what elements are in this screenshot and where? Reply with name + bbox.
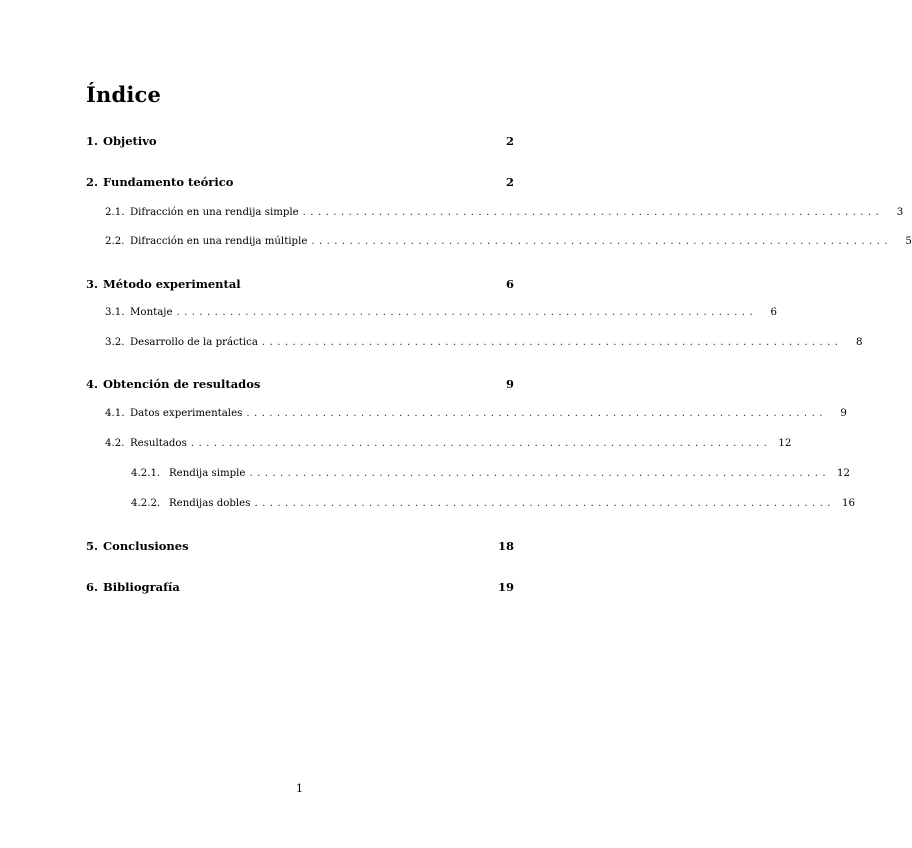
toc-entry-label: Fundamento teórico — [103, 175, 234, 189]
toc-entry-number: 2. — [86, 175, 99, 189]
toc-entry-rendija-simple-difraccion[interactable] — [105, 206, 904, 220]
toc-entry-metodo-experimental[interactable] — [86, 277, 514, 291]
toc-entry-label: Difracción en una rendija simple — [130, 207, 299, 218]
page-title: Índice — [86, 82, 162, 107]
toc-entry-number: 4. — [86, 377, 99, 391]
toc-entry-desarrollo-practica[interactable] — [105, 336, 863, 350]
toc-entry-label: Desarrollo de la práctica — [130, 337, 258, 348]
toc-entry-label: Montaje — [130, 307, 173, 318]
toc-leader-dots: ............................................................................ — [311, 236, 892, 247]
toc-entry-page: 18 — [497, 539, 514, 553]
toc-entry-number: 4.2. — [105, 438, 125, 449]
toc-leader-dots: ............................................................................ — [176, 307, 757, 318]
toc-entry-rendija-simple[interactable] — [131, 467, 850, 481]
toc-entry-label: Resultados — [130, 438, 187, 449]
toc-entry-page: 2 — [505, 175, 514, 189]
toc-entry-number: 4.1. — [105, 408, 125, 419]
toc-leader-dots: ............................................................................ — [190, 438, 772, 449]
toc-entry-page: 16 — [841, 498, 855, 509]
toc-entry-conclusiones[interactable] — [86, 539, 514, 553]
toc-entry-number: 4.2.1. — [131, 468, 161, 479]
toc-entry-page: 9 — [840, 408, 847, 419]
toc-entry-number: 2.2. — [105, 236, 125, 247]
toc-entry-page: 12 — [778, 438, 792, 449]
toc-entry-label: Difracción en una rendija múltiple — [130, 236, 308, 247]
toc-entry-datos-experimentales[interactable] — [105, 407, 847, 421]
toc-entry-bibliografia[interactable] — [86, 580, 514, 594]
toc-leader-dots: ............................................................................ — [261, 337, 843, 348]
toc-leader-dots: ............................................................................ — [246, 408, 827, 419]
toc-entry-obtencion-resultados[interactable] — [86, 377, 514, 391]
toc-entry-rendijas-dobles[interactable] — [131, 497, 855, 511]
toc-entry-label: Bibliografía — [103, 580, 180, 594]
toc-entry-page: 9 — [505, 377, 514, 391]
toc-entry-label: Método experimental — [103, 277, 241, 291]
toc-entry-number: 4.2.2. — [131, 498, 161, 509]
toc-entry-page: 19 — [497, 580, 514, 594]
toc-leader-dots: ............................................................................ — [302, 207, 884, 218]
toc-entry-page: 6 — [770, 307, 777, 318]
toc-entry-page: 5 — [905, 236, 912, 247]
toc-entry-resultados[interactable] — [105, 437, 792, 451]
toc-entry-label: Datos experimentales — [130, 408, 243, 419]
toc-entry-number: 6. — [86, 580, 99, 594]
toc-entry-number: 1. — [86, 134, 99, 148]
toc-entry-label: Rendija simple — [169, 468, 246, 479]
toc-entry-label: Obtención de resultados — [103, 377, 261, 391]
toc-leader-dots: ............................................................................ — [249, 468, 830, 479]
toc-entry-montaje[interactable] — [105, 306, 777, 320]
toc-entry-label: Objetivo — [103, 134, 157, 148]
toc-leader-dots: ............................................................................ — [254, 498, 835, 509]
toc-entry-number: 3.2. — [105, 337, 125, 348]
toc-entry-page: 3 — [896, 207, 904, 218]
toc-entry-page: 12 — [837, 468, 850, 479]
toc-entry-page: 8 — [855, 337, 863, 348]
toc-entry-page: 2 — [505, 134, 514, 148]
toc-entry-page: 6 — [505, 277, 514, 291]
toc-entry-number: 2.1. — [105, 207, 125, 218]
page-number: 1 — [296, 782, 303, 795]
toc-entry-number: 5. — [86, 539, 99, 553]
toc-entry-objetivo[interactable] — [86, 134, 514, 148]
toc-entry-number: 3. — [86, 277, 99, 291]
toc-entry-number: 3.1. — [105, 307, 125, 318]
toc-entry-label: Rendijas dobles — [169, 498, 251, 509]
toc-entry-label: Conclusiones — [103, 539, 189, 553]
toc-entry-fundamento-teorico[interactable] — [86, 175, 514, 189]
toc-entry-rendija-multiple-difraccion[interactable] — [105, 235, 912, 249]
